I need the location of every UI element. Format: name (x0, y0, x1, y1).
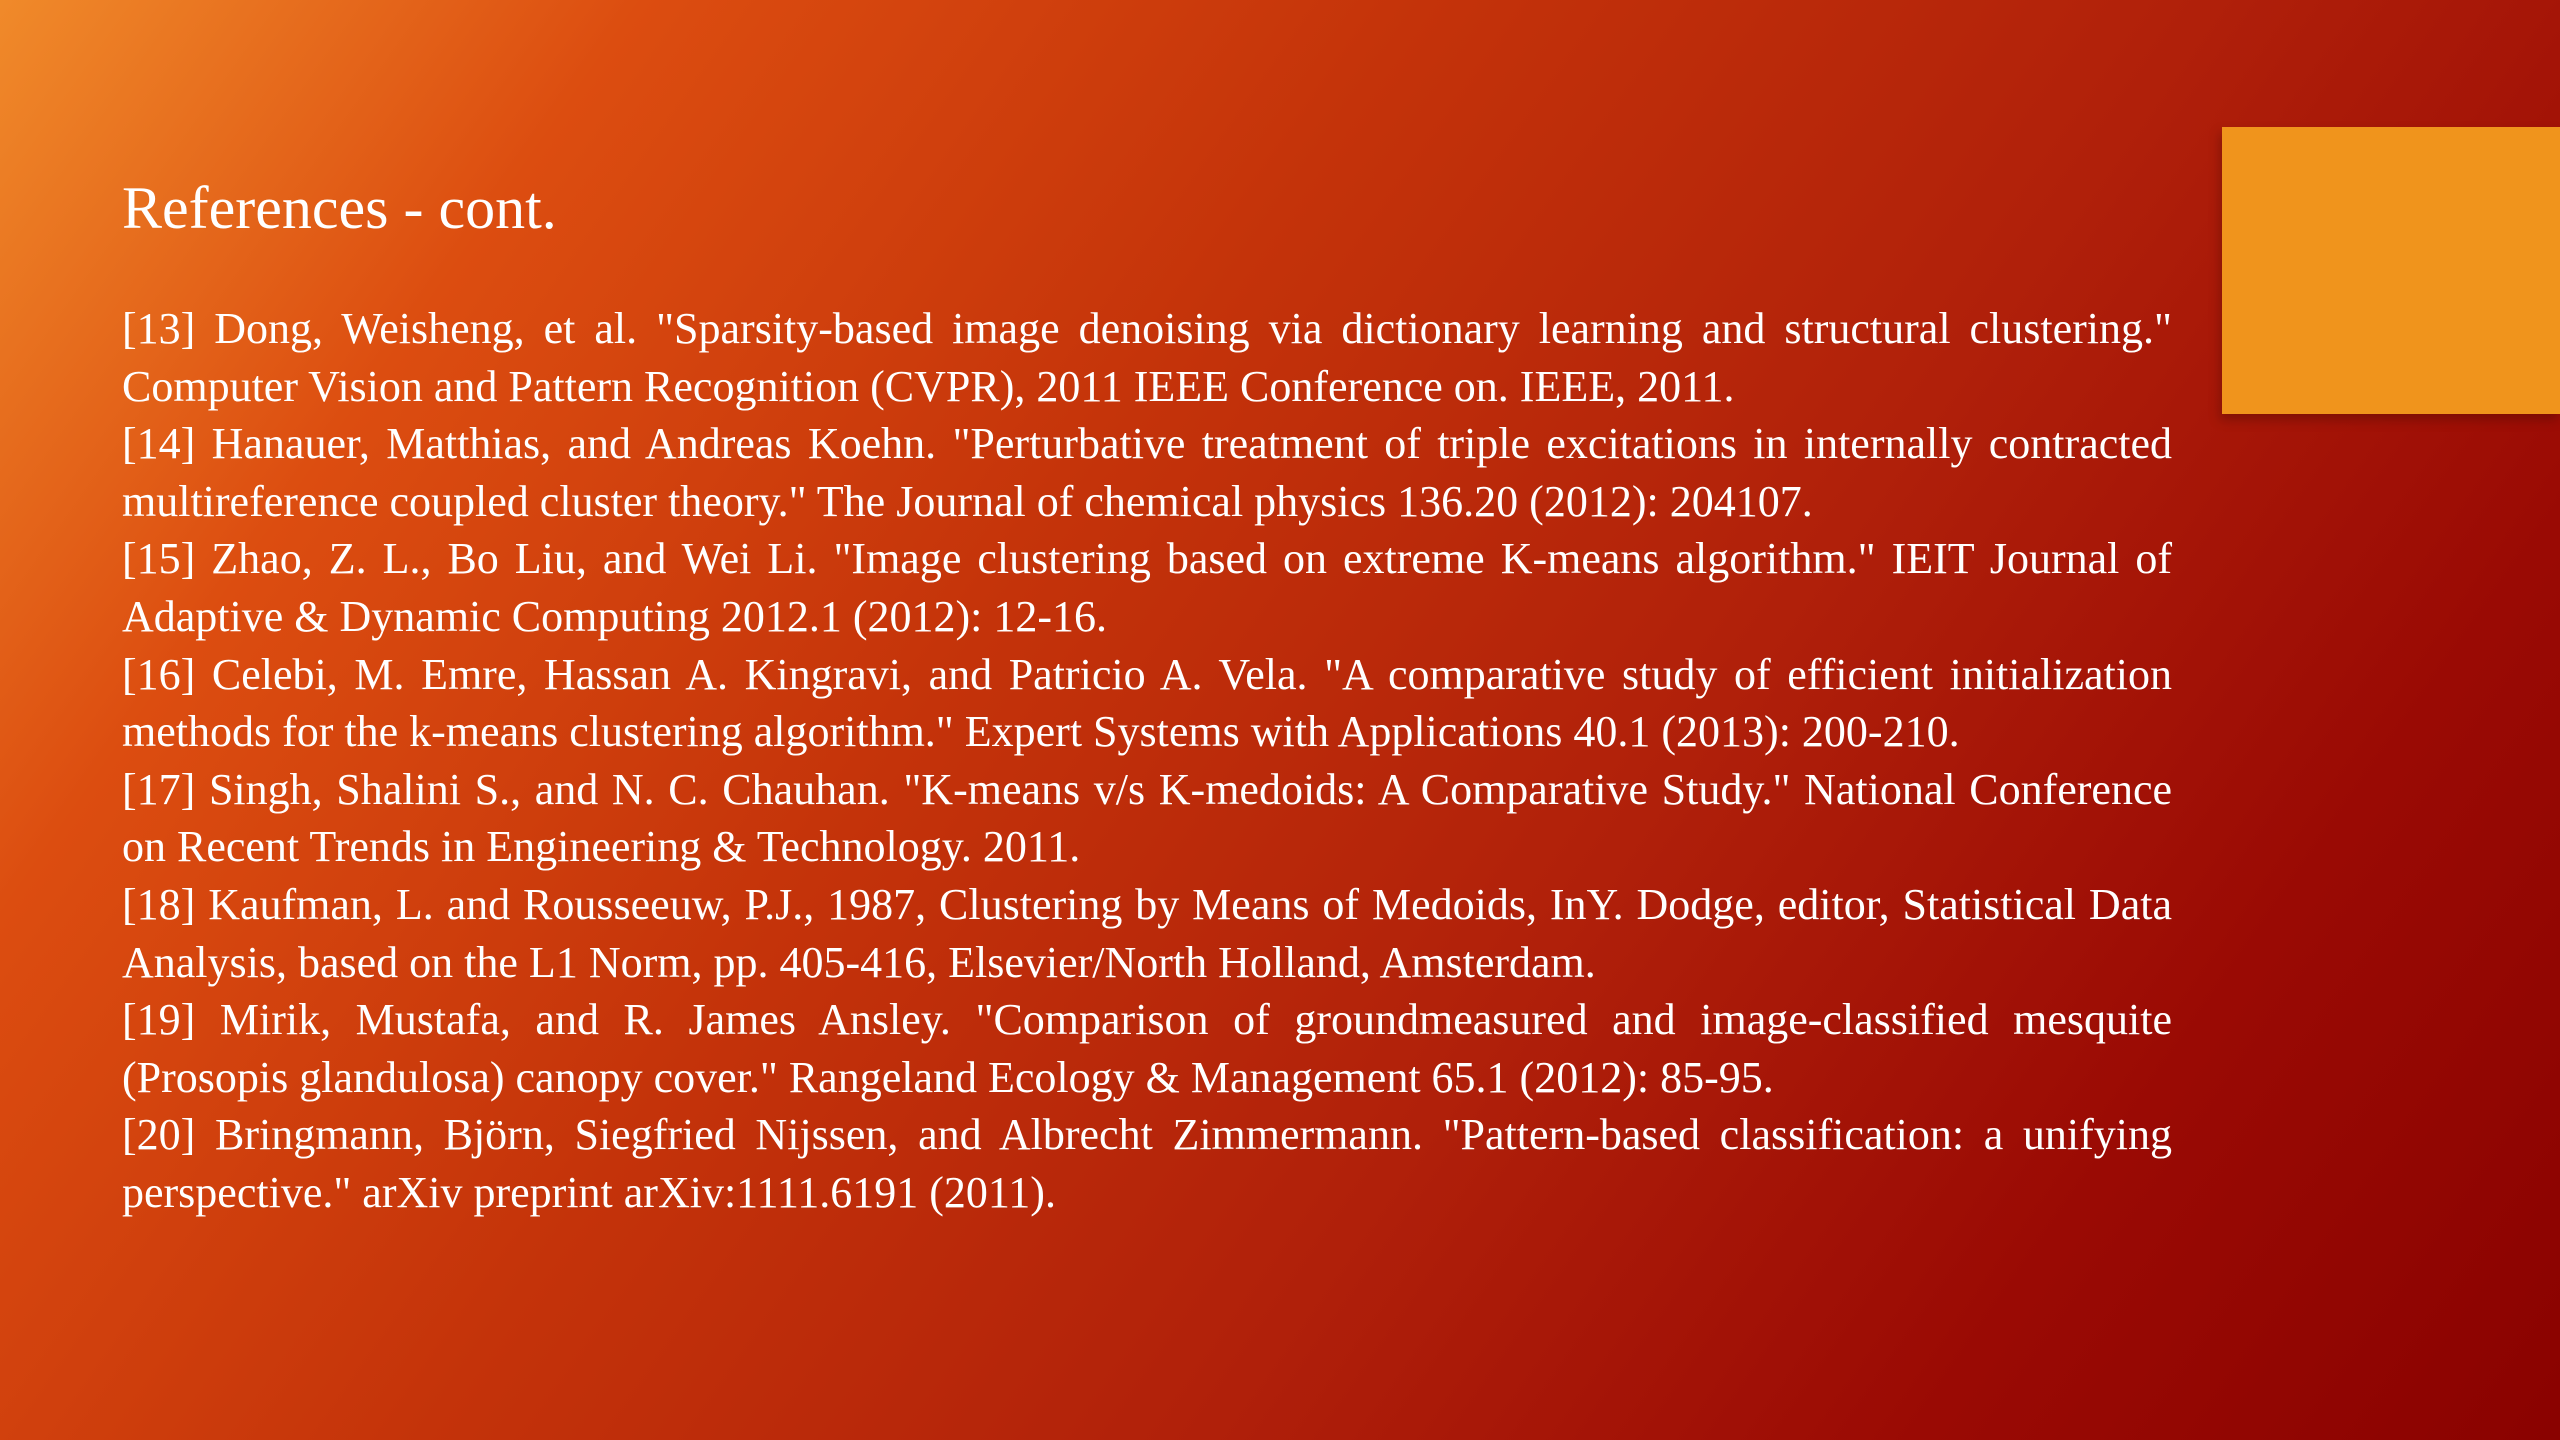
reference-item-14: [14] Hanauer, Matthias, and Andreas Koehn. "Perturbative treatment of triple excitations in internally contracted multireference coupled cluster theory." The Journal of chemical physics 136.20 (2012): 204107. (122, 419, 2172, 526)
reference-item-15: [15] Zhao, Z. L., Bo Liu, and Wei Li. "Image clustering based on extreme K-means algorithm." IEIT Journal of Adaptive & Dynamic Computing 2012.1 (2012): 12-16. (122, 534, 2172, 641)
reference-item-16: [16] Celebi, M. Emre, Hassan A. Kingravi, and Patricio A. Vela. "A comparative study of efficient initialization methods for the k-means clustering algorithm." Expert Systems with Applications 40.1 (2013): 200-210. (122, 649, 2172, 757)
reference-item-20: [20] Bringmann, Björn, Siegfried Nijssen, and Albrecht Zimmermann. "Pattern-based classification: a unifying perspective." arXiv preprint arXiv:1111.6191 (2011). (122, 1110, 2172, 1217)
reference-list (122, 300, 2172, 1222)
reference-item-18: [18] Kaufman, L. and Rousseeuw, P.J., 1987, Clustering by Means of Medoids, InY. Dodge, editor, Statistical Data Analysis, based on the L1 Norm, pp. 405-416, Elsevier/North Holland, Amsterdam. (122, 879, 2172, 987)
slide-title: References - cont. (122, 175, 557, 241)
reference-item-13: [13] Dong, Weisheng, et al. "Sparsity-based image denoising via dictionary learning and structural clustering." Computer Vision and Pattern Recognition (CVPR), 2011 IEEE Conference on. IEEE, 2011. (122, 304, 2172, 411)
reference-item-17: [17] Singh, Shalini S., and N. C. Chauhan. "K-means v/s K-medoids: A Comparative Study." National Conference on Recent Trends in Engineering & Technology. 2011. (122, 764, 2172, 872)
reference-item-19: [19] Mirik, Mustafa, and R. James Ansley. "Comparison of groundmeasured and image-classified mesquite (Prosopis glandulosa) canopy cover." Rangeland Ecology & Management 65.1 (2012): 85-95. (122, 995, 2172, 1102)
accent-rectangle (2222, 127, 2560, 414)
